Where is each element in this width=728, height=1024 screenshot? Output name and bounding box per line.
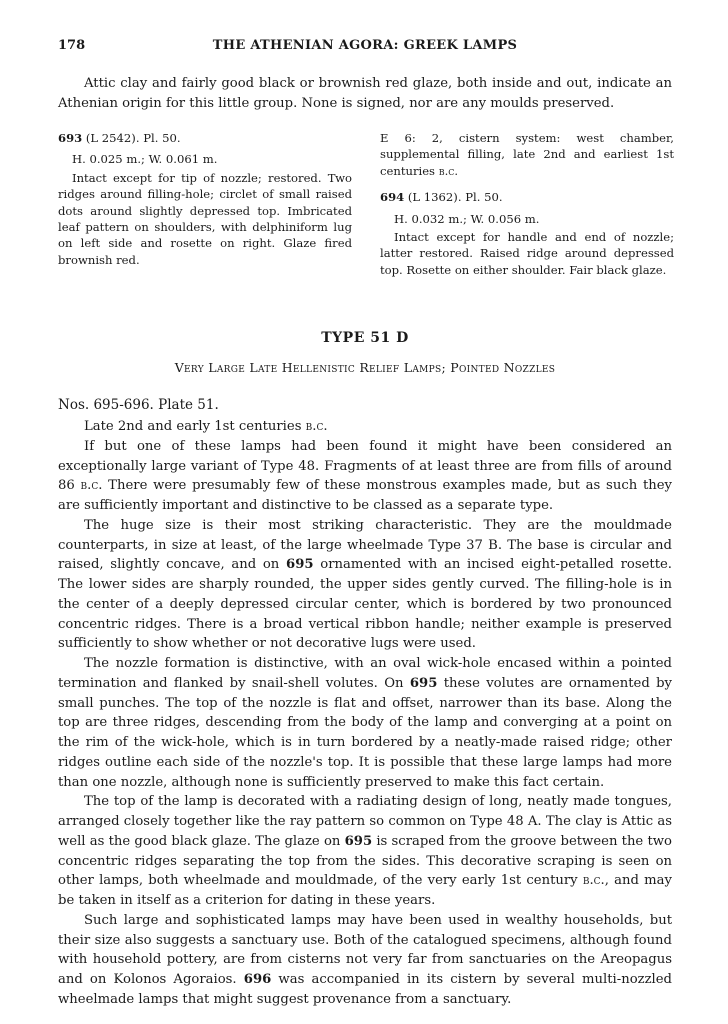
running-title: THE ATHENIAN AGORA: GREEK LAMPS (212, 38, 518, 53)
entry-number: 694 (380, 190, 405, 205)
running-header (58, 38, 672, 58)
catalogue-ref: 695 (409, 675, 438, 691)
nos-label: Nos. 695-696. (58, 397, 154, 413)
entry-heading (380, 189, 674, 205)
catalogue-numbers (58, 397, 672, 413)
text-run: these volutes are ornamented by small punches. The top of the nozzle is flat and offset, narrower than its base. Along the top are three ridges, descending from the body of the lamp and converging at a point on the rim of the wick-hole, which is in turn bordered by a neatly-made raised ridge; other ridges outline each side of the nozzle's top. It is possible that these large lamps had more than one nozzle, although none is sufficiently preserved to make this fact certain. (58, 675, 672, 790)
entry-inventory: (L 1362). Pl. 50. (404, 190, 503, 205)
entry-description: Intact except for tip of nozzle; restored. Two ridges around filling-hole; circlet of small raised dots around slightly depressed top. Imbricated leaf pattern on shoulders, with delphiniform lug on left side and rosette on right. Glaze fired brownish red. (58, 170, 352, 267)
nos-plate: Plate 51. (153, 397, 219, 413)
text-run: Such large and sophisticated lamps may have been used in wealthy households, but their size also suggests a sanctuary use. Both of the catalogued specimens, although found with household pottery, are from cisterns not very far from sanctuaries on the Areopagus and on Kolonos Agoraios. (58, 912, 672, 987)
page-number: 178 (58, 38, 86, 53)
type-heading: TYPE 51 D (321, 330, 409, 346)
era-abbr: b.c. (582, 873, 605, 889)
body-text (58, 417, 672, 1010)
date-paragraph (58, 417, 672, 437)
catalogue-entry-694 (380, 130, 674, 278)
type-subheading: Very Large Late Hellenistic Relief Lamps; Pointed Nozzles (174, 360, 556, 375)
text-run: , and may be taken in itself as a criterion for dating in these years. (58, 873, 672, 908)
text-run: Late 2nd and early 1st centuries (84, 419, 306, 434)
text-run: is scraped from the groove between the two concentric ridges separating the top from the sides. This decorative scraping is seen on other lamps, both wheelmade and mouldmade, of the very early 1st century (58, 833, 672, 889)
intro-paragraph: Attic clay and fairly good black or brownish red glaze, both inside and out, indicate an Athenian origin for this little group. None is signed, nor are any moulds preserved. (58, 76, 672, 111)
findspot-era: b.c. (438, 163, 459, 178)
entry-description: Intact except for handle and end of nozzle; latter restored. Raised ridge around depressed top. Rosette on either shoulder. Fair black glaze. (380, 230, 674, 277)
catalogue-ref: 695 (286, 557, 314, 573)
body-paragraph-1 (58, 437, 672, 516)
catalogue-columns (58, 130, 672, 306)
era-abbr: b.c. (80, 478, 103, 494)
text-run: ornamented with an incised eight-petalled rosette. The lower sides are sharply rounded, the upper sides gently curved. The filling-hole is in the center of a deeply depressed circular center, which is bordered by two pronounced concentric ridges. There is a broad vertical ribbon handle; neither example is preserved sufficiently to show whether or not decorative lugs were used. (58, 557, 673, 652)
body-paragraph-5 (58, 911, 672, 1010)
entry-dimensions: H. 0.032 m.; W. 0.056 m. (394, 211, 540, 226)
entry-heading (58, 130, 352, 146)
catalogue-entry-693 (58, 130, 352, 268)
findspot-text: E 6: 2, cistern system: west chamber, supplemental filling, late 2nd and earliest 1st centuries (380, 131, 674, 178)
body-paragraph-4 (58, 792, 672, 911)
text-run: The top of the lamp is decorated with a radiating design of long, neatly made tongues, arranged closely together like the ray pattern so common on Type 48 A. The clay is Attic as well as the good black glaze. The glaze on (58, 794, 672, 849)
body-paragraph-2 (58, 516, 672, 654)
text-run: The nozzle formation is distinctive, with an oval wick-hole encased within a pointed termination and flanked by snail-shell volutes. On (58, 656, 672, 691)
era-abbr: b.c. (305, 419, 328, 434)
entry-693-findspot (380, 130, 674, 179)
text-run: If but one of these lamps had been found it might have been considered an exceptionally large variant of Type 48. Fragments of at least three are from fills of around 86 (58, 438, 672, 494)
catalogue-ref: 696 (243, 972, 272, 987)
text-run: The huge size is their most striking characteristic. They are the mouldmade counterparts, in size at least, of the large wheelmade Type 37 B. The base is circular and raised, slightly concave, and on (58, 517, 672, 573)
page (58, 38, 672, 1010)
text-run: was accompanied in its cistern by several multi-nozzled wheelmade lamps that might suggest provenance from a sanctuary. (58, 972, 672, 1007)
text-run: There were presumably few of these monstrous examples made, but as such they are sufficiently important and distinctive to be classed as a separate type. (58, 478, 672, 513)
catalogue-ref: 695 (344, 833, 373, 849)
entry-dimensions: H. 0.025 m.; W. 0.061 m. (72, 152, 218, 167)
entry-inventory: (L 2542). Pl. 50. (82, 131, 181, 145)
entry-number: 693 (58, 131, 83, 145)
body-paragraph-3 (58, 654, 672, 792)
